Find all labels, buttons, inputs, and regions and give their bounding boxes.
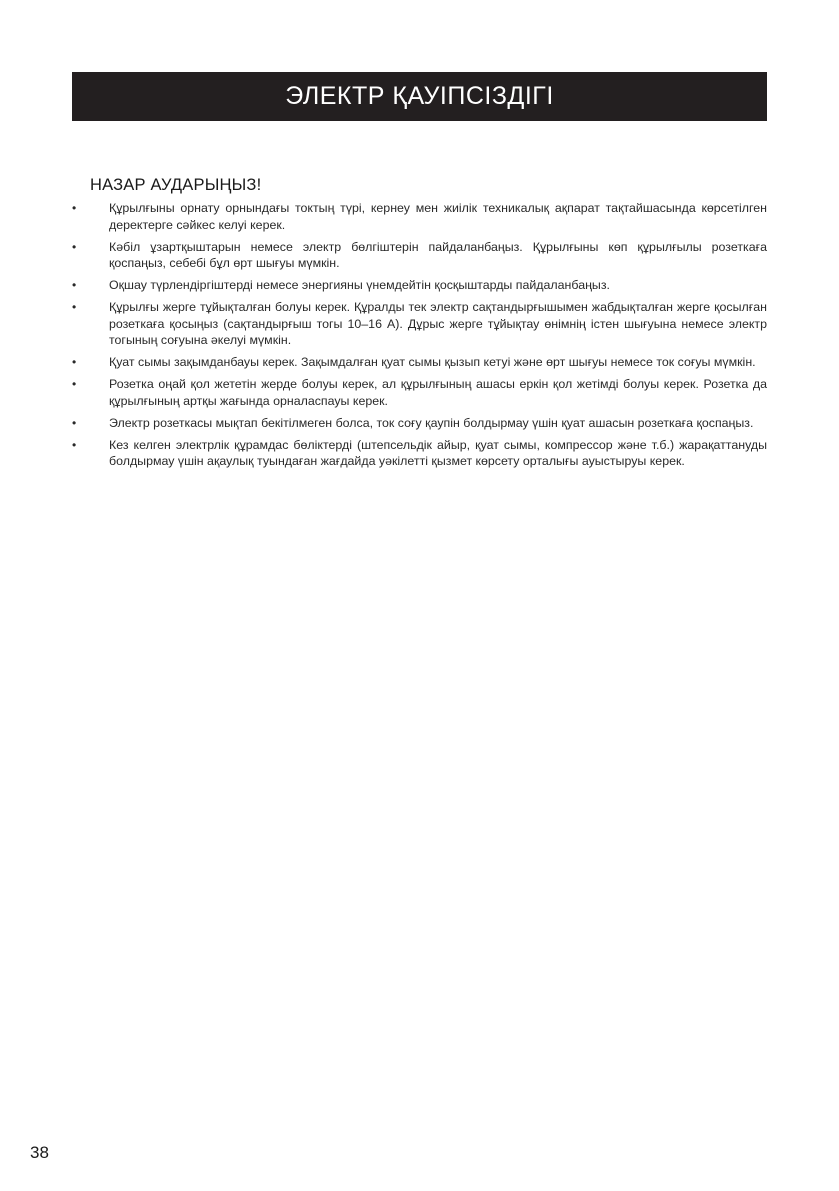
- list-item: [72, 239, 767, 272]
- list-item-text: Құрылғы жерге тұйықталған болуы керек. Құралды тек электр сақтандырғышымен жабдықталған жерге қосылған розеткаға қосыңыз (сақтандырғыш тогы 10–16 А). Дұрыс жерге тұйықтау өнімнің істен шығуына немесе электр тогының соғуына әкелуі мүмкін.: [109, 300, 767, 347]
- safety-bullet-list: [72, 200, 767, 475]
- list-item: [72, 277, 767, 294]
- list-item-text: Қуат сымы зақымданбауы керек. Зақымдалған қуат сымы қызып кетуі және өрт шығуы немесе ток соғуы мүмкін.: [109, 355, 756, 369]
- bullet-icon: •: [72, 278, 77, 292]
- page-title: ЭЛЕКТР ҚАУІПСІЗДІГІ: [285, 82, 554, 110]
- list-item: [72, 200, 767, 233]
- list-item: [72, 354, 767, 371]
- page-number: 38: [30, 1143, 49, 1162]
- list-item-text: Кәбіл ұзартқыштарын немесе электр бөлгіштерін пайдаланбаңыз. Құрылғыны көп құрылғылы розеткаға қоспаңыз, себебі бұл өрт шығуы мүмкін.: [109, 239, 767, 270]
- list-item-text: Кез келген электрлік құрамдас бөліктерді (штепсельдік айыр, қуат сымы, компрессор және т.б.) жарақаттануды болдырмау үшін ақаулық туындаған жағдайда уәкілетті қызмет көрсету орталығы ауыстыруы керек.: [109, 437, 767, 468]
- bullet-icon: •: [72, 377, 77, 391]
- bullet-icon: •: [72, 355, 77, 369]
- list-item: [72, 437, 767, 470]
- list-item: [72, 376, 767, 409]
- list-item-text: Құрылғыны орнату орнындағы токтың түрі, кернеу мен жиілік техникалық ақпарат тақтайшасында көрсетілген деректерге сәйкес келуі керек.: [109, 201, 767, 232]
- bullet-icon: •: [72, 415, 77, 430]
- list-item-text: Оқшау түрлендіргіштерді немесе энергияны үнемдейтін қосқыштарды пайдаланбаңыз.: [109, 278, 610, 292]
- list-item-text: Розетка оңай қол жететін жерде болуы керек, ал құрылғының ашасы еркін қол жетімді болуы керек. Розетка да құрылғының артқы жағында орналаспауы керек.: [109, 377, 767, 408]
- bullet-icon: •: [72, 239, 77, 254]
- bullet-icon: •: [72, 300, 77, 314]
- bullet-icon: •: [72, 201, 77, 215]
- list-item-text: Электр розеткасы мықтап бекітілмеген болса, ток соғу қаупін болдырмау үшін қуат ашасын розеткаға қоспаңыз.: [109, 415, 754, 430]
- section-title-bar: [72, 72, 767, 121]
- bullet-icon: •: [72, 437, 77, 452]
- list-item: [72, 415, 767, 432]
- list-item: [72, 299, 767, 349]
- warning-heading: НАЗАР АУДАРЫҢЫЗ!: [90, 176, 262, 194]
